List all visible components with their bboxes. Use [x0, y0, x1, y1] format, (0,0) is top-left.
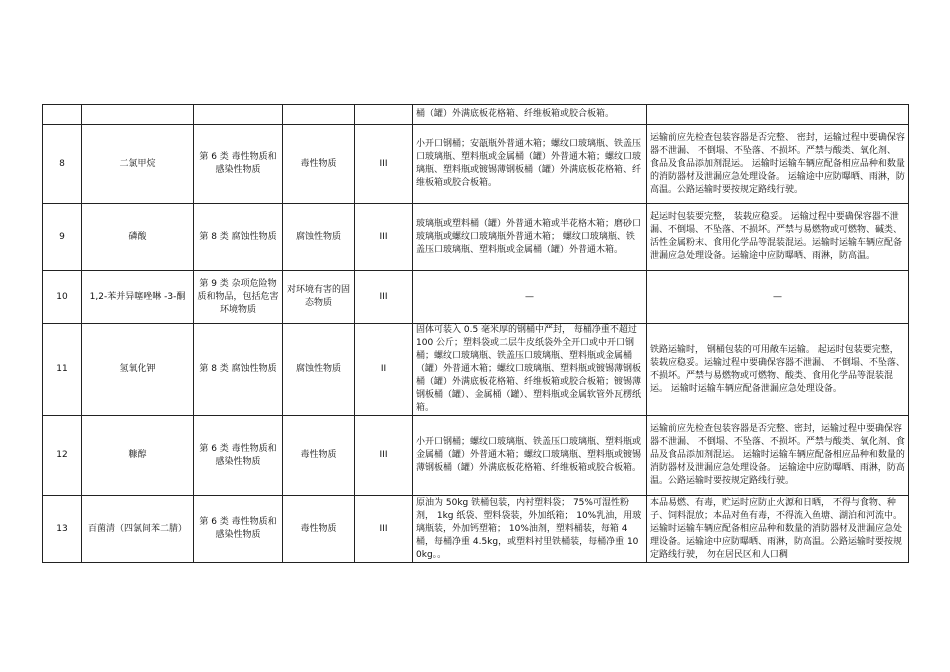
hazard-property: 毒性物质 — [283, 125, 355, 204]
row-number — [43, 105, 82, 125]
row-number: 9 — [43, 204, 82, 271]
transport-notes: 运输前应先检查包装容器是否完整、 密封，运输过程中要确保容器不泄漏、 不倒塌、不坠落、不损坏。严禁与酸类、氧化剂、 食品及食品添加剂混运。 运输时运输车辆应配备相应品种和数量的消防器材及泄漏应急处理设备。 运输途中应防曝晒、雨淋，防高温。公路运输时要按规定路线行驶。 — [647, 125, 909, 204]
transport-notes: 本品易燃、有毒，贮运时应防止火源和日晒， 不得与食物、种子、饲料混放；本品对鱼有毒，不得流入鱼塘、湖泊和河流中。运输时运输车辆应配备相应品种和数量的消防器材及泄漏应急处理设备。运输途中应防曝晒、雨淋，防高温。公路运输时要按规定路线行驶， 勿在居民区和人口稠 — [647, 496, 909, 563]
packing-group: II — [355, 324, 413, 416]
hazard-class: 第 9 类 杂项危险物质和物品，包括危害环境物质 — [194, 271, 283, 324]
hazard-property — [283, 105, 355, 125]
hazard-class: 第 6 类 毒性物质和感染性物质 — [194, 416, 283, 496]
substance-name: 氢氧化钾 — [82, 324, 194, 416]
table-row — [43, 416, 909, 496]
transport-notes: 起运时包装要完整， 装载应稳妥。 运输过程中要确保容器不泄漏、不倒塌、不坠落、不损坏。严禁与易燃物或可燃物、碱类、活性金属粉末、食用化学品等混装混运。运输时运输车辆应配备泄漏应急处理设备。运输途中应防曝晒、雨淋，防高温。 — [647, 204, 909, 271]
substance-name: 1,2-苯并异噻唑啉 -3-酮 — [82, 271, 194, 324]
hazard-class: 第 8 类 腐蚀性物质 — [194, 204, 283, 271]
substance-name — [82, 105, 194, 125]
hazard-property: 毒性物质 — [283, 416, 355, 496]
row-number: 13 — [43, 496, 82, 563]
packaging-method: 固体可装入 0.5 毫米厚的钢桶中严封， 每桶净重不超过 100 公斤；塑料袋或二层牛皮纸袋外全开口或中开口钢桶；螺纹口玻璃瓶、铁盖压口玻璃瓶、塑料瓶或金属桶（罐）外普通木箱；螺纹口玻璃瓶、塑料瓶或镀锡薄钢板桶（罐）外满底板花格箱、纤维板箱或胶合板箱；镀锡薄钢板桶（罐）、金属桶（罐）、塑料瓶或金属软管外瓦楞纸箱。 — [413, 324, 647, 416]
packing-group: III — [355, 204, 413, 271]
row-number: 12 — [43, 416, 82, 496]
row-number: 11 — [43, 324, 82, 416]
hazard-class: 第 6 类 毒性物质和感染性物质 — [194, 125, 283, 204]
hazmat-transport-table — [42, 104, 909, 563]
packaging-method: 小开口钢桶；安瓿瓶外普通木箱；螺纹口玻璃瓶、铁盖压口玻璃瓶、塑料瓶或金属桶（罐）外普通木箱；螺纹口玻璃瓶、塑料瓶或镀锡薄钢板桶（罐）外满底板花格箱、纤维板箱或胶合板箱。 — [413, 125, 647, 204]
hazard-property: 腐蚀性物质 — [283, 204, 355, 271]
substance-name: 磷酸 — [82, 204, 194, 271]
packing-group — [355, 105, 413, 125]
hazard-property: 毒性物质 — [283, 496, 355, 563]
transport-notes: — — [647, 271, 909, 324]
table-row — [43, 496, 909, 563]
hazard-class: 第 6 类 毒性物质和感染性物质 — [194, 496, 283, 563]
row-number: 10 — [43, 271, 82, 324]
packaging-method: 玻璃瓶或塑料桶（罐）外普通木箱或半花格木箱；磨砂口玻璃瓶或螺纹口玻璃瓶外普通木箱； 螺纹口玻璃瓶、铁盖压口玻璃瓶、塑料瓶或金属桶（罐）外普通木箱。 — [413, 204, 647, 271]
hazard-class: 第 8 类 腐蚀性物质 — [194, 324, 283, 416]
transport-notes — [647, 105, 909, 125]
hazard-property: 腐蚀性物质 — [283, 324, 355, 416]
packing-group: III — [355, 271, 413, 324]
table-row — [43, 271, 909, 324]
table-row — [43, 105, 909, 125]
transport-notes: 铁路运输时， 钢桶包装的可用敞车运输。 起运时包装要完整，装载应稳妥。运输过程中要确保容器不泄漏、 不倒塌、不坠落、不损坏。严禁与易燃物或可燃物、酸类、食用化学品等混装混运。 运输时运输车辆应配备泄漏应急处理设备。 — [647, 324, 909, 416]
substance-name: 糠醇 — [82, 416, 194, 496]
table-row — [43, 324, 909, 416]
substance-name: 二氯甲烷 — [82, 125, 194, 204]
row-number: 8 — [43, 125, 82, 204]
packaging-method: 桶（罐）外满底板花格箱、纤维板箱或胶合板箱。 — [413, 105, 647, 125]
packing-group: III — [355, 125, 413, 204]
packing-group: III — [355, 416, 413, 496]
table-row — [43, 204, 909, 271]
substance-name: 百菌清（四氯间苯二腈） — [82, 496, 194, 563]
table-row — [43, 125, 909, 204]
hazard-class — [194, 105, 283, 125]
transport-notes: 运输前应先检查包装容器是否完整、密封，运输过程中要确保容器不泄漏、 不倒塌、不坠落、不损坏。严禁与酸类、氧化剂、食品及食品添加剂混运。 运输时运输车辆应配备相应品种和数量的消防器材及泄漏应急处理设备。 运输途中应防曝晒、雨淋，防高温。公路运输时要按规定路线行驶。 — [647, 416, 909, 496]
packaging-method: 小开口钢桶；螺纹口玻璃瓶、铁盖压口玻璃瓶、塑料瓶或金属桶（罐）外普通木箱；螺纹口玻璃瓶、塑料瓶或镀锡薄钢板桶（罐）外满底板花格箱、纤维板箱或胶合板箱。 — [413, 416, 647, 496]
packing-group: III — [355, 496, 413, 563]
hazard-property: 对环境有害的固态物质 — [283, 271, 355, 324]
packaging-method: 原油为 50kg 铁桶包装，内衬塑料袋； 75%可湿性粉剂， 1kg 纸袋、塑料袋装，外加纸箱； 10%乳油，用玻璃瓶装，外加钙塑箱； 10%油剂，塑料桶装，每箱 4 桶，每桶净重 4.5kg，或塑料衬里铁桶装，每桶净重 100kg。。 — [413, 496, 647, 563]
packaging-method: — — [413, 271, 647, 324]
